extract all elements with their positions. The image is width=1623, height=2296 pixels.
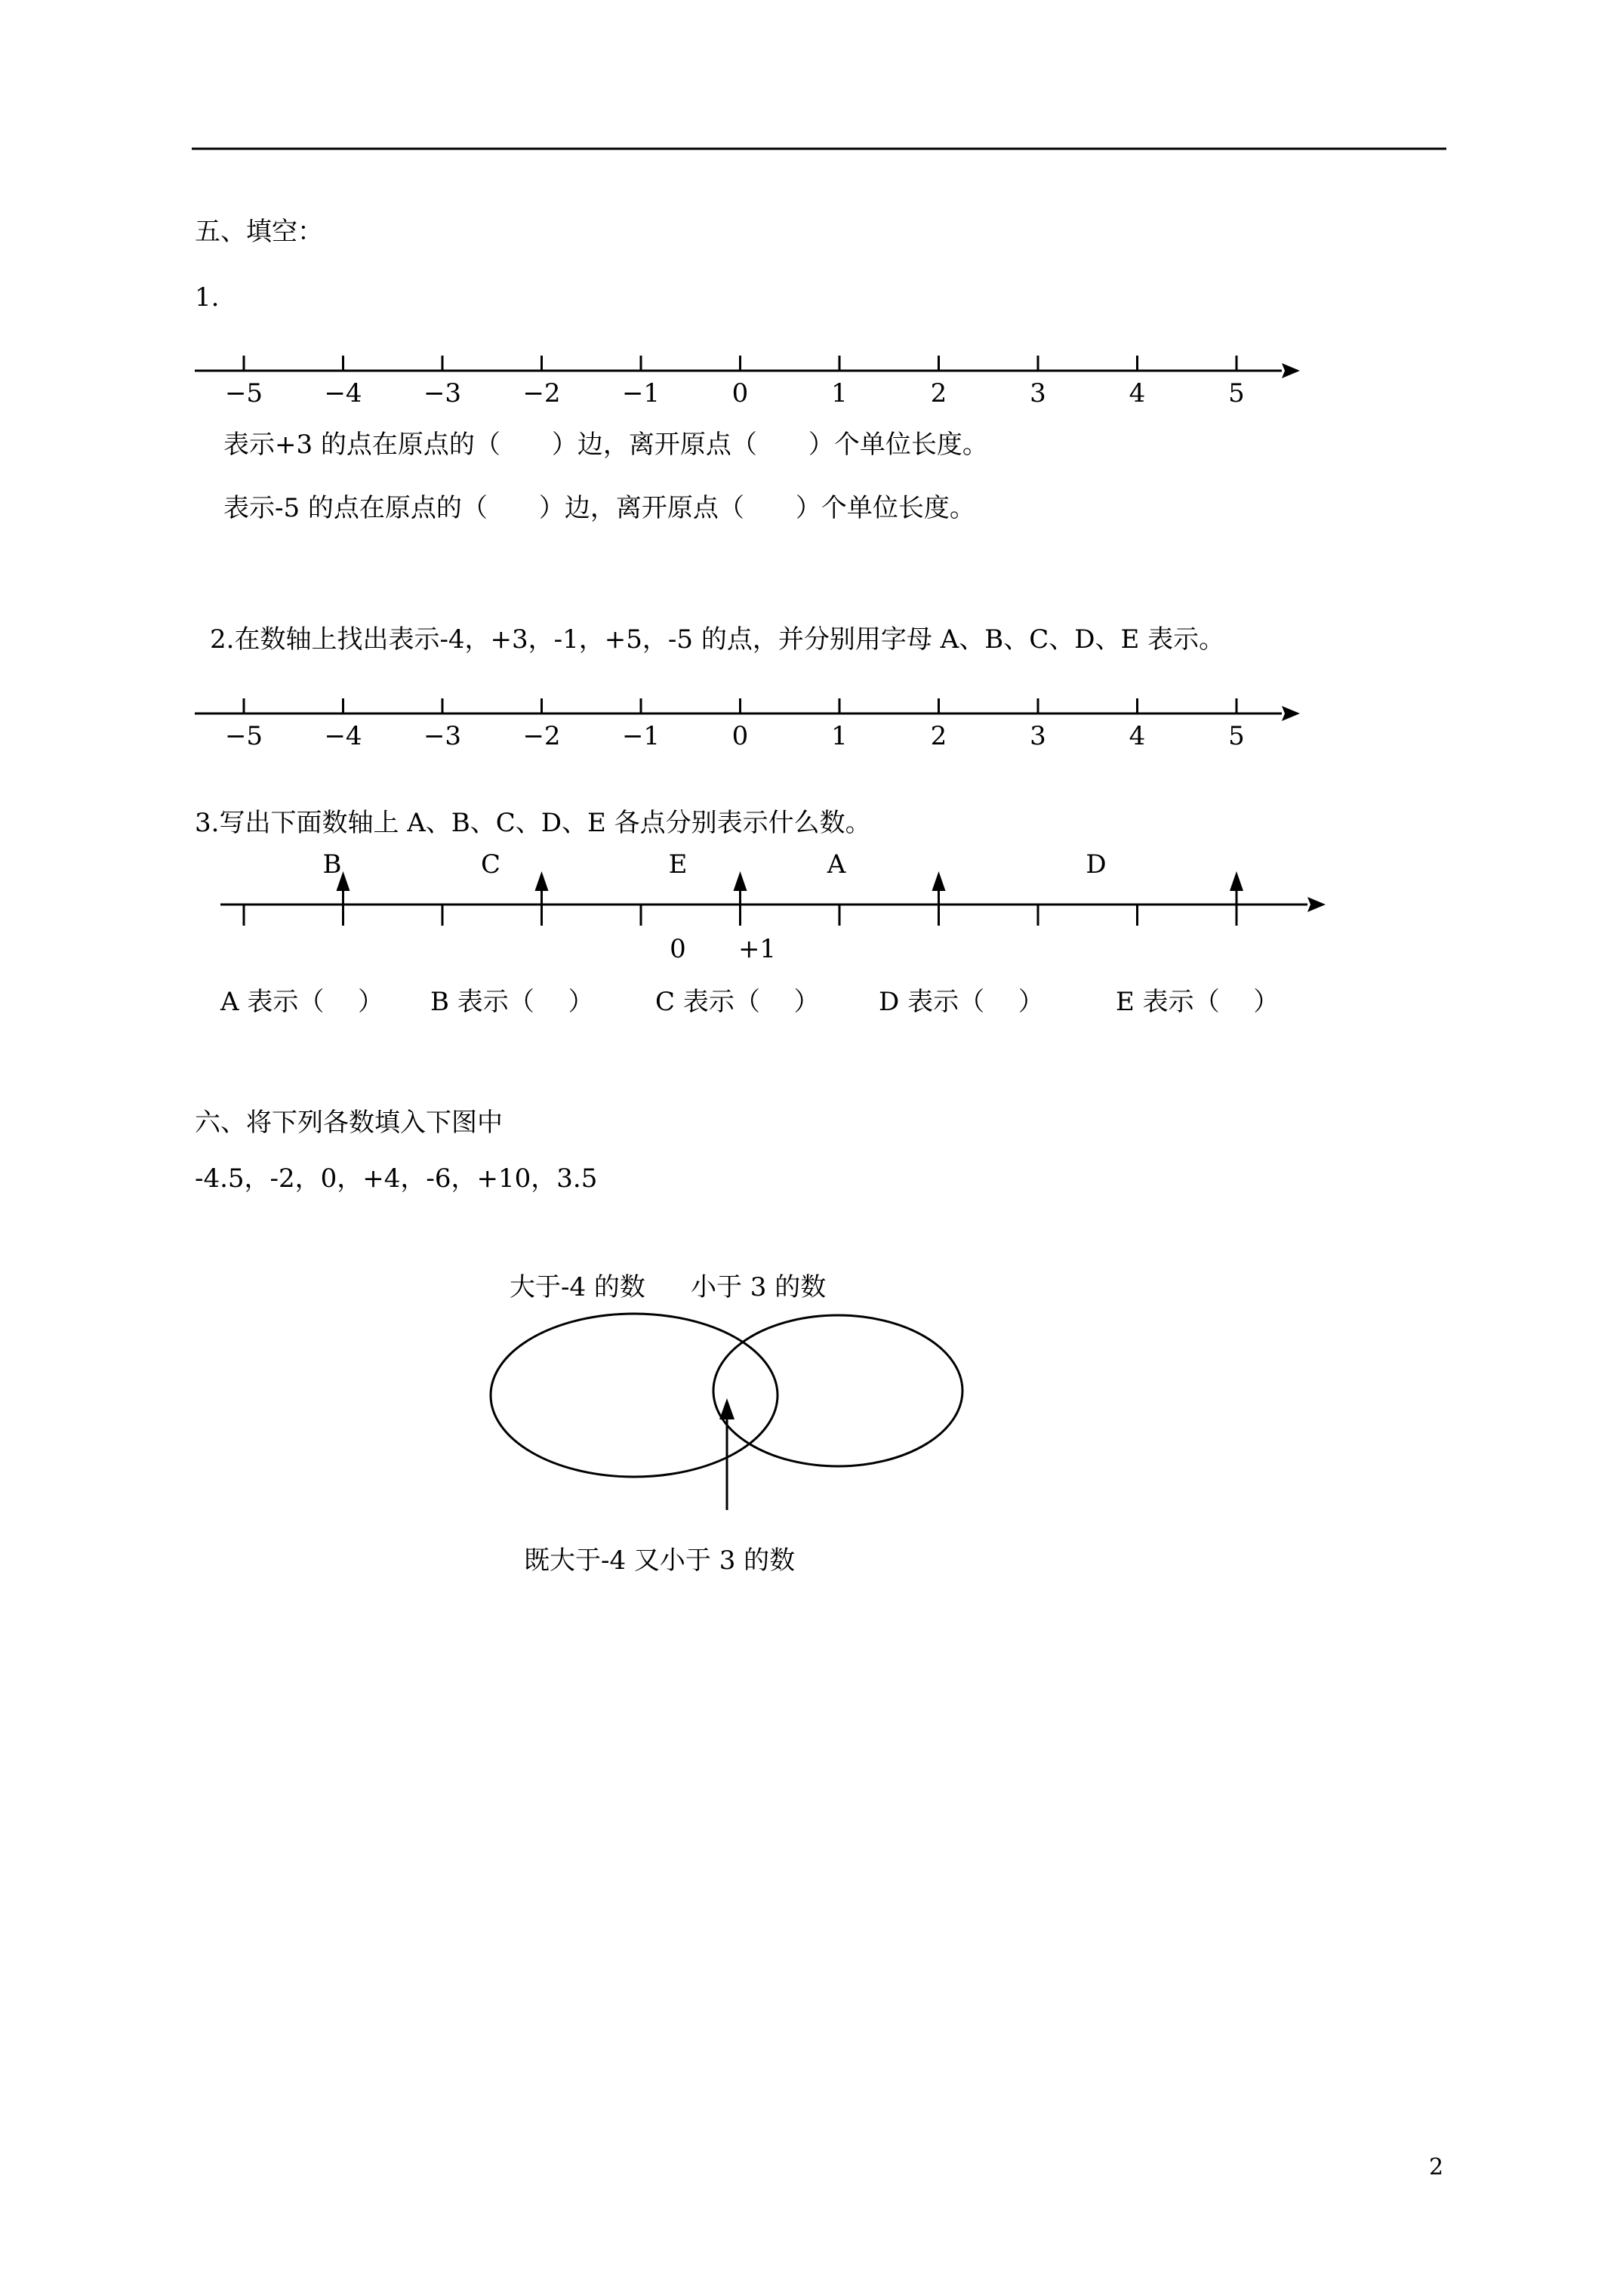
tick-label: −2 — [522, 721, 561, 751]
answer-b: B 表示（ ） — [430, 987, 594, 1017]
tick-label: 1 — [831, 378, 848, 408]
plus-one-label: +1 — [738, 934, 777, 964]
zero-label: 0 — [670, 934, 686, 964]
point-letter-label: E — [668, 849, 688, 880]
venn-intersection-label: 既大于-4 又小于 3 的数 — [524, 1546, 796, 1576]
answer-a: A 表示（ ） — [220, 987, 384, 1017]
tick-label: 3 — [1030, 378, 1046, 408]
number-line-3 — [220, 871, 1326, 926]
tick-label: 2 — [930, 721, 947, 751]
answer-c: C 表示（ ） — [655, 987, 820, 1017]
tick-label: −4 — [324, 721, 362, 751]
venn-diagram — [491, 1314, 962, 1510]
venn-pointer-arrowhead — [719, 1398, 735, 1419]
venn-right-label: 小于 3 的数 — [691, 1272, 827, 1302]
section5-heading: 五、填空： — [195, 217, 323, 247]
point-letter-label: B — [322, 849, 342, 880]
tick-label: −3 — [423, 721, 462, 751]
tick-label: −3 — [423, 378, 462, 408]
tick-label: 4 — [1129, 721, 1146, 751]
venn-left-ellipse — [491, 1314, 778, 1477]
tick-label: −4 — [324, 378, 362, 408]
tick-label: 3 — [1030, 721, 1046, 751]
tick-label: 4 — [1129, 378, 1146, 408]
q1-line2: 表示-5 的点在原点的（ ）边，离开原点（ ）个单位长度。 — [223, 493, 975, 523]
axis-arrow — [1282, 706, 1300, 721]
answer-e: E 表示（ ） — [1116, 987, 1280, 1017]
q1-number: 1. — [195, 282, 220, 313]
answer-d: D 表示（ ） — [879, 987, 1044, 1017]
tick-label: 0 — [731, 721, 749, 751]
tick-label: −5 — [224, 378, 263, 408]
tick-label: 5 — [1228, 378, 1245, 408]
page-number: 2 — [1429, 2154, 1444, 2180]
point-arrowhead — [1230, 871, 1243, 891]
tick-label: 0 — [731, 378, 749, 408]
q3-text: 3.写出下面数轴上 A、B、C、D、E 各点分别表示什么数。 — [195, 808, 871, 838]
point-letter-label: A — [827, 849, 846, 880]
section6-heading: 六、将下列各数填入下图中 — [195, 1108, 503, 1138]
point-arrowhead — [535, 871, 549, 891]
point-letter-label: C — [480, 849, 501, 880]
tick-label: 5 — [1228, 721, 1245, 751]
tick-label: 2 — [930, 378, 947, 408]
point-arrowhead — [932, 871, 946, 891]
number-line-2 — [195, 698, 1300, 721]
axis-arrow — [1307, 897, 1326, 912]
axis-arrow — [1282, 363, 1300, 378]
tick-label: 1 — [831, 721, 848, 751]
tick-label: −5 — [224, 721, 263, 751]
venn-right-ellipse — [713, 1315, 962, 1466]
tick-label: −2 — [522, 378, 561, 408]
q1-line1: 表示+3 的点在原点的（ ）边，离开原点（ ）个单位长度。 — [223, 430, 988, 460]
tick-label: −1 — [621, 378, 661, 408]
point-letter-label: D — [1086, 849, 1107, 880]
number-line-1 — [195, 356, 1300, 378]
venn-left-label: 大于-4 的数 — [510, 1272, 645, 1302]
point-arrowhead — [734, 871, 747, 891]
q2-text: 2.在数轴上找出表示-4，+3，-1，+5，-5 的点，并分别用字母 A、B、C、D、E 表示。 — [210, 624, 1225, 655]
section6-numbers: -4.5，-2，0，+4，-6，+10，3.5 — [195, 1163, 598, 1194]
tick-label: −1 — [621, 721, 661, 751]
